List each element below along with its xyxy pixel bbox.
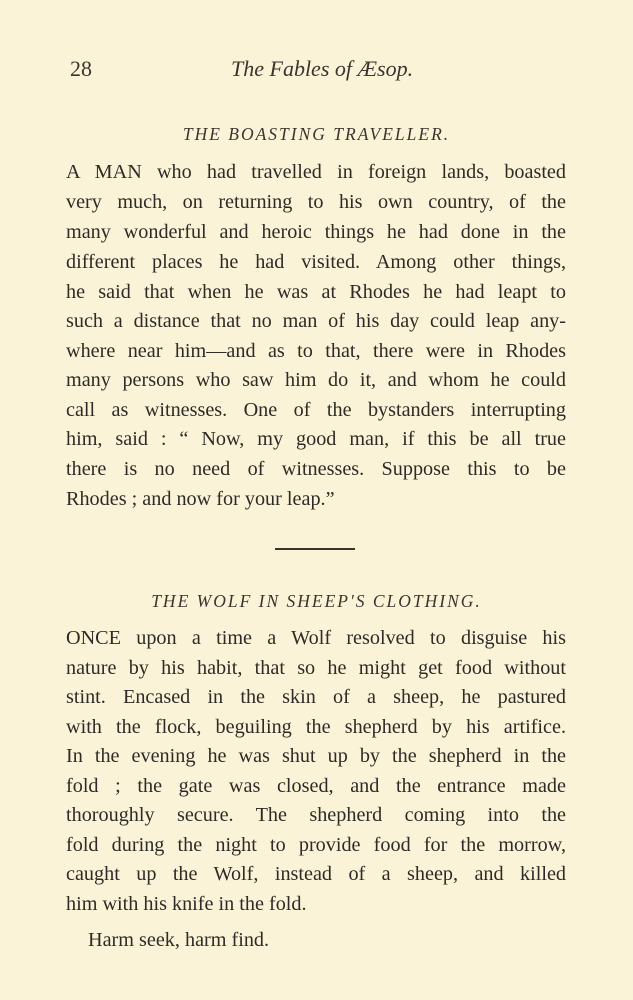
text-line: A MAN who had travelled in foreign lands, boasted [66,161,566,183]
text-line: many wonderful and heroic things he had done in the [66,221,566,243]
fable-moral: Harm seek, harm find. [88,929,270,951]
running-head [66,56,567,86]
text-line: where near him—and as to that, there were in Rhodes [66,340,566,362]
text-line: ONCE upon a time a Wolf resolved to disguise his [66,627,566,649]
fable-title: THE WOLF IN SHEEP'S CLOTHING. [151,591,482,611]
text-line: different places he had visited. Among other things, [66,251,566,273]
text-line: such a distance that no man of his day could leap any- [66,310,566,332]
text-line: stint. Encased in the skin of a sheep, he pastured [66,686,566,708]
text-line: him, said : “ Now, my good man, if this be all true [66,428,566,450]
text-line: Rhodes ; and now for your leap.” [66,488,335,510]
text-line: very much, on returning to his own country, of the [66,191,566,213]
fable-title: THE BOASTING TRAVELLER. [182,124,451,144]
text-line: nature by his habit, that so he might get food without [66,657,566,679]
text-line: fold during the night to provide food for the morrow, [66,834,566,856]
section-divider [275,548,355,550]
text-line: many persons who saw him do it, and whom he could [66,369,566,391]
text-line: there is no need of witnesses. Suppose this to be [66,458,566,480]
text-line: caught up the Wolf, instead of a sheep, and killed [66,863,566,885]
text-line: fold ; the gate was closed, and the entrance made [66,775,566,797]
text-line: he said that when he was at Rhodes he had leapt to [66,281,566,303]
text-line: him with his knife in the fold. [66,893,307,915]
text-line: call as witnesses. One of the bystanders interrupting [66,399,566,421]
book-title: The Fables of Æsop. [231,56,414,81]
text-line: In the evening he was shut up by the shepherd in the [66,745,566,767]
page-number: 28 [70,56,92,81]
text-line: with the flock, beguiling the shepherd by his artifice. [66,716,566,738]
text-line: thoroughly secure. The shepherd coming into the [66,804,566,826]
